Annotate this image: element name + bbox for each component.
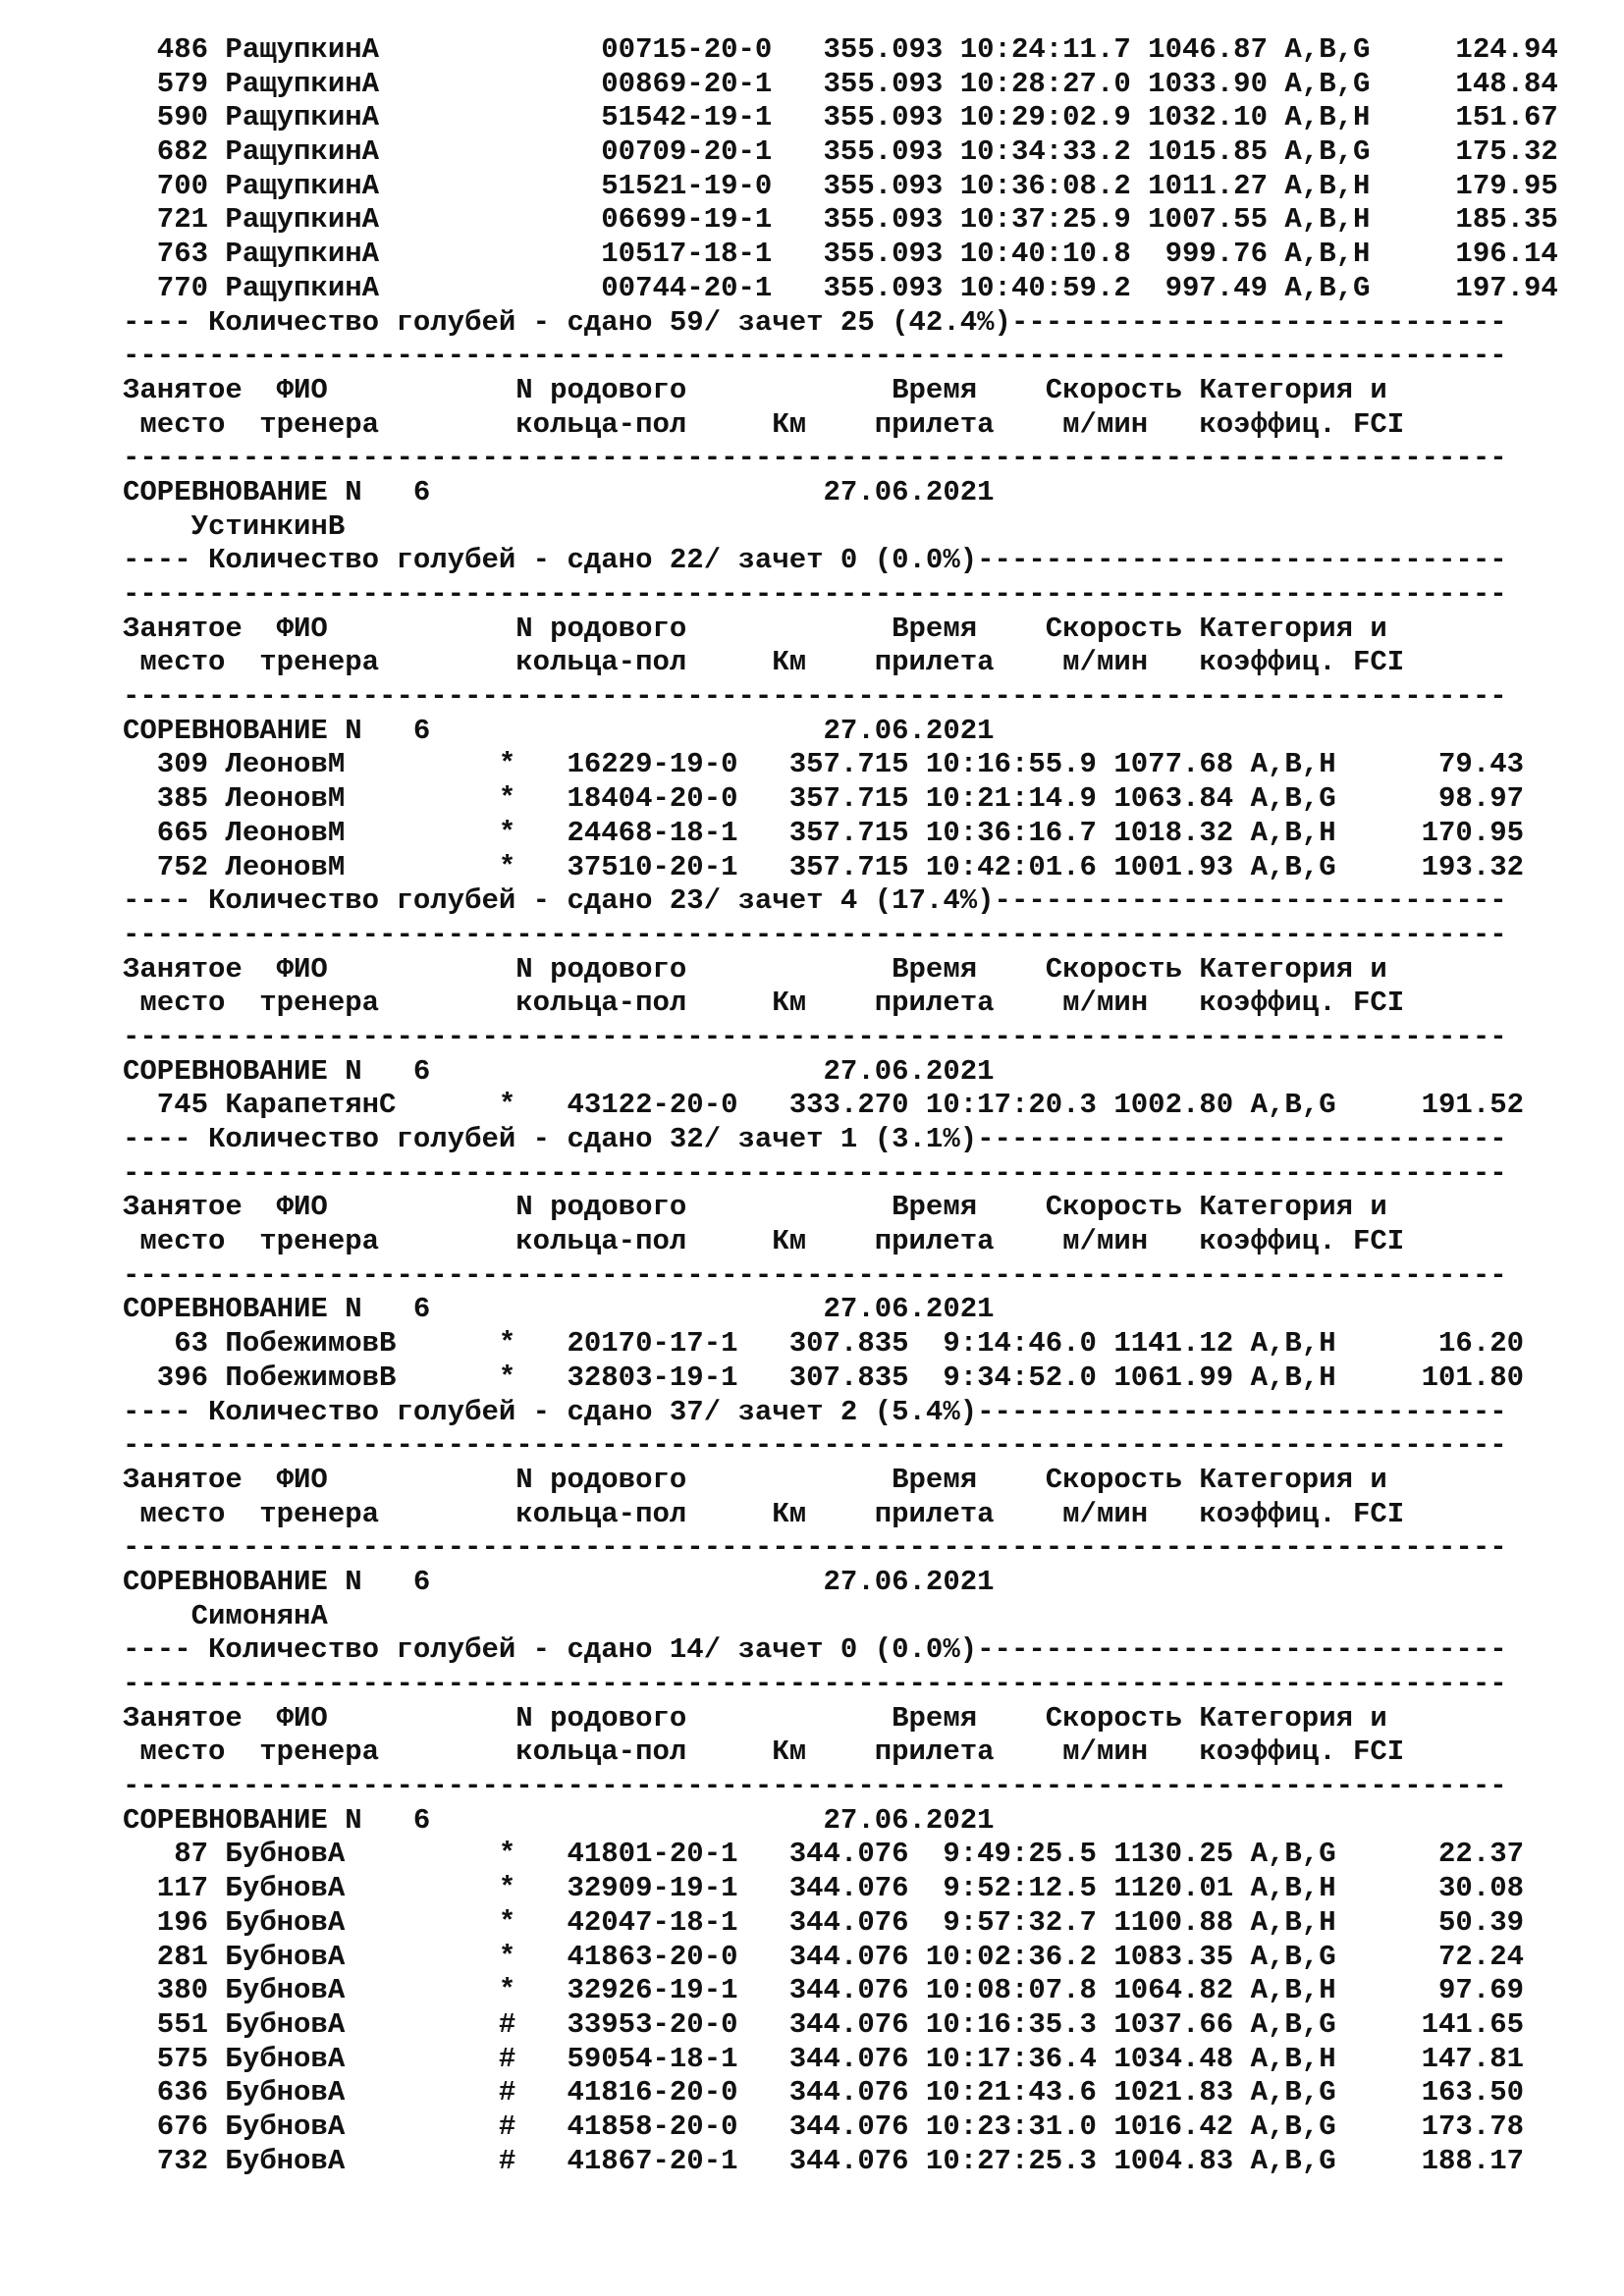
column-header-row-1: Занятое ФИО N родового Время Скорость Категория и (123, 1701, 1387, 1735)
result-row: 117 БубновА * 32909-19-1 344.076 9:52:12.5 1120.01 A,B,H 30.08 (123, 1872, 1525, 1905)
trainer-name: УстинкинВ (123, 509, 346, 543)
result-row: 486 РащупкинА 00715-20-0 355.093 10:24:11.7 1046.87 A,B,G 124.94 (123, 33, 1558, 66)
result-row: 590 РащупкинА 51542-19-1 355.093 10:29:02.9 1032.10 A,B,H 151.67 (123, 101, 1558, 134)
pigeon-count-summary: ---- Количество голубей - сдано 22/ зачет 0 (0.0%)------------------------------- (123, 544, 1507, 577)
separator-line: --------------------------------------------------------------------------------- (123, 1531, 1507, 1565)
competition-heading: СОРЕВНОВАНИЕ N 6 27.06.2021 (123, 1565, 995, 1598)
competition-heading: СОРЕВНОВАНИЕ N 6 27.06.2021 (123, 475, 995, 508)
pigeon-count-summary: ---- Количество голубей - сдано 14/ зачет 0 (0.0%)------------------------------- (123, 1633, 1507, 1667)
column-header-row-1: Занятое ФИО N родового Время Скорость Категория и (123, 373, 1387, 406)
column-header-row-2: место тренера кольца-пол Км прилета м/мин коэффиц. FCI (123, 1735, 1405, 1769)
pigeon-count-summary: ---- Количество голубей - сдано 59/ зачет 25 (42.4%)----------------------------- (123, 305, 1507, 339)
result-row: 721 РащупкинА 06699-19-1 355.093 10:37:25.9 1007.55 A,B,H 185.35 (123, 203, 1558, 237)
pigeon-count-summary: ---- Количество голубей - сдано 32/ зачет 1 (3.1%)------------------------------- (123, 1123, 1507, 1155)
column-header-row-2: место тренера кольца-пол Км прилета м/мин коэффиц. FCI (123, 407, 1405, 441)
separator-line: --------------------------------------------------------------------------------- (123, 1429, 1507, 1463)
result-row: 579 РащупкинА 00869-20-1 355.093 10:28:27.0 1033.90 A,B,G 148.84 (123, 67, 1558, 100)
pigeon-count-summary: ---- Количество голубей - сдано 23/ зачет 4 (17.4%)------------------------------ (123, 884, 1507, 918)
pigeon-count-summary: ---- Количество голубей - сдано 37/ зачет 2 (5.4%)------------------------------- (123, 1395, 1507, 1428)
result-row: 770 РащупкинА 00744-20-1 355.093 10:40:59.2 997.49 A,B,G 197.94 (123, 271, 1558, 304)
column-header-row-1: Занятое ФИО N родового Время Скорость Категория и (123, 1191, 1387, 1224)
column-header-row-2: место тренера кольца-пол Км прилета м/мин коэффиц. FCI (123, 1497, 1405, 1530)
result-row: 752 ЛеоновМ * 37510-20-1 357.715 10:42:01.6 1001.93 A,B,G 193.32 (123, 850, 1525, 883)
competition-heading: СОРЕВНОВАНИЕ N 6 27.06.2021 (123, 714, 995, 747)
result-row: 196 БубновА * 42047-18-1 344.076 9:57:32.7 1100.88 A,B,H 50.39 (123, 1905, 1525, 1939)
separator-line: --------------------------------------------------------------------------------- (123, 1020, 1507, 1053)
competition-heading: СОРЕВНОВАНИЕ N 6 27.06.2021 (123, 1293, 995, 1326)
result-row: 763 РащупкинА 10517-18-1 355.093 10:40:10.8 999.76 A,B,H 196.14 (123, 238, 1558, 271)
separator-line: --------------------------------------------------------------------------------- (123, 1668, 1507, 1700)
result-row: 309 ЛеоновМ * 16229-19-0 357.715 10:16:55.9 1077.68 A,B,H 79.43 (123, 748, 1525, 781)
separator-line: --------------------------------------------------------------------------------- (123, 578, 1507, 611)
result-row: 676 БубновА # 41858-20-0 344.076 10:23:31.0 1016.42 A,B,G 173.78 (123, 2109, 1525, 2143)
trainer-name: СимонянА (123, 1599, 328, 1632)
result-row: 682 РащупкинА 00709-20-1 355.093 10:34:33.2 1015.85 A,B,G 175.32 (123, 135, 1558, 169)
separator-line: --------------------------------------------------------------------------------- (123, 1770, 1507, 1803)
competition-heading: СОРЕВНОВАНИЕ N 6 27.06.2021 (123, 1803, 995, 1837)
result-row: 281 БубновА * 41863-20-0 344.076 10:02:36.2 1083.35 A,B,G 72.24 (123, 1940, 1525, 1973)
result-row: 745 КарапетянС * 43122-20-0 333.270 10:17:20.3 1002.80 A,B,G 191.52 (123, 1089, 1525, 1122)
result-row: 396 ПобежимовВ * 32803-19-1 307.835 9:34:52.0 1061.99 A,B,H 101.80 (123, 1361, 1525, 1394)
result-row: 636 БубновА # 41816-20-0 344.076 10:21:43.6 1021.83 A,B,G 163.50 (123, 2076, 1525, 2109)
separator-line: --------------------------------------------------------------------------------- (123, 680, 1507, 714)
separator-line: --------------------------------------------------------------------------------- (123, 918, 1507, 951)
separator-line: --------------------------------------------------------------------------------- (123, 442, 1507, 475)
result-row: 385 ЛеоновМ * 18404-20-0 357.715 10:21:14.9 1063.84 A,B,G 98.97 (123, 782, 1525, 816)
separator-line: --------------------------------------------------------------------------------- (123, 1258, 1507, 1292)
separator-line: --------------------------------------------------------------------------------- (123, 340, 1507, 373)
result-row: 700 РащупкинА 51521-19-0 355.093 10:36:08.2 1011.27 A,B,H 179.95 (123, 169, 1558, 202)
result-row: 63 ПобежимовВ * 20170-17-1 307.835 9:14:46.0 1141.12 A,B,H 16.20 (123, 1327, 1525, 1361)
result-row: 732 БубновА # 41867-20-1 344.076 10:27:25.3 1004.83 A,B,G 188.17 (123, 2144, 1525, 2177)
column-header-row-2: место тренера кольца-пол Км прилета м/мин коэффиц. FCI (123, 987, 1405, 1020)
result-row: 551 БубновА # 33953-20-0 344.076 10:16:35.3 1037.66 A,B,G 141.65 (123, 2007, 1525, 2041)
column-header-row-2: место тренера кольца-пол Км прилета м/мин коэффиц. FCI (123, 646, 1405, 679)
separator-line: --------------------------------------------------------------------------------- (123, 1156, 1507, 1190)
column-header-row-1: Занятое ФИО N родового Время Скорость Категория и (123, 612, 1387, 645)
result-row: 665 ЛеоновМ * 24468-18-1 357.715 10:36:16.7 1018.32 A,B,H 170.95 (123, 816, 1525, 849)
column-header-row-2: место тренера кольца-пол Км прилета м/мин коэффиц. FCI (123, 1225, 1405, 1258)
result-row: 575 БубновА # 59054-18-1 344.076 10:17:36.4 1034.48 A,B,H 147.81 (123, 2042, 1525, 2075)
result-row: 380 БубновА * 32926-19-1 344.076 10:08:07.8 1064.82 A,B,H 97.69 (123, 1974, 1525, 2007)
result-row: 87 БубновА * 41801-20-1 344.076 9:49:25.5 1130.25 A,B,G 22.37 (123, 1838, 1525, 1871)
competition-heading: СОРЕВНОВАНИЕ N 6 27.06.2021 (123, 1054, 995, 1088)
column-header-row-1: Занятое ФИО N родового Время Скорость Категория и (123, 952, 1387, 986)
column-header-row-1: Занятое ФИО N родового Время Скорость Категория и (123, 1463, 1387, 1496)
race-results-printout (123, 33, 1596, 2178)
